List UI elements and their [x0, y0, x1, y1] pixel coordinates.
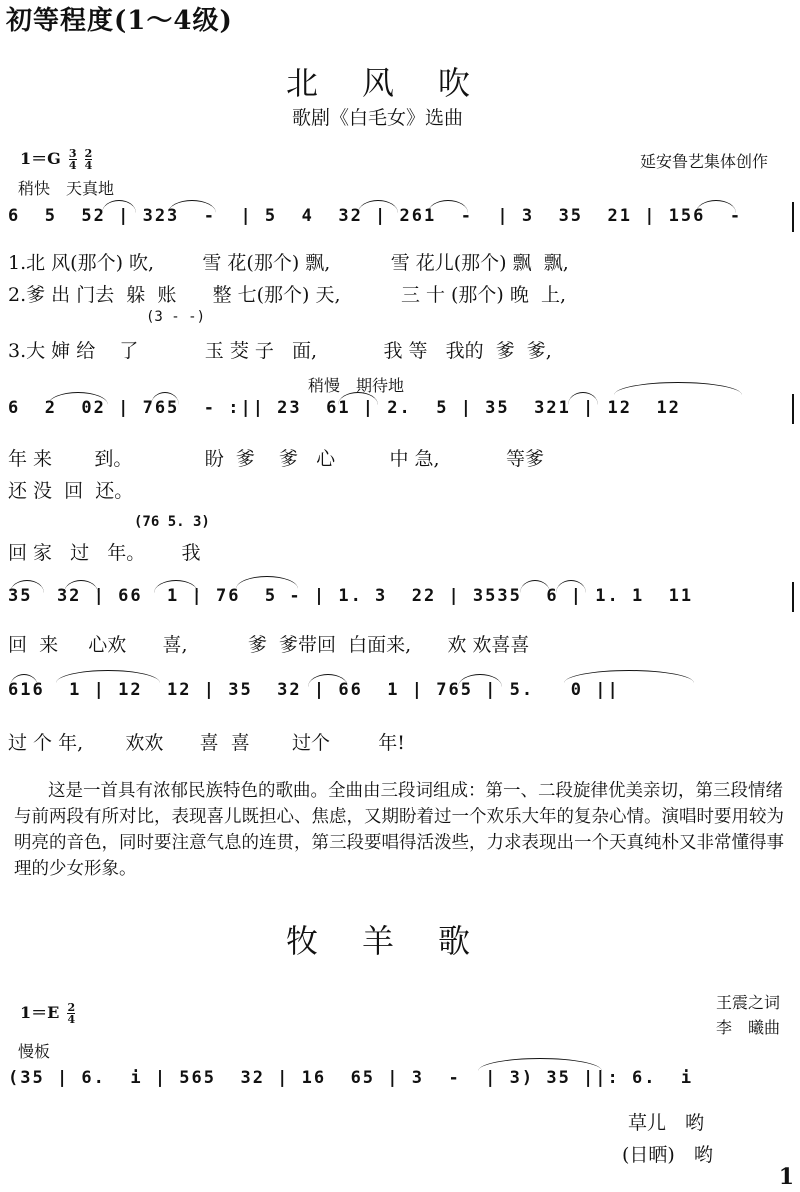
time-sig-2-4: $\frac{2}{4}$ [84, 147, 93, 172]
song2-staff-1 [8, 1062, 794, 1100]
song1-bracket-1: (3 - -) [146, 309, 206, 325]
song1-lyric-verse3-line2: 回 家 过 年。 我 [8, 542, 201, 564]
song2-title: 牧羊歌 [286, 922, 515, 960]
song2-composer: 李 曦曲 [716, 1018, 781, 1037]
song1-lyric-line3: 回 来 心欢 喜, 爹 爹带回 白面来, 欢 欢喜喜 [8, 634, 530, 656]
song1-composer: 延安鲁艺集体创作 [640, 152, 769, 171]
song1-staff-1 [8, 200, 794, 238]
song2-lyric-line1: 草儿 哟 [628, 1112, 705, 1134]
song2-lyric-line2: (日晒) 哟 [622, 1144, 713, 1166]
staff-notes: 616 1 | 12 12 | 35 32 | 66 1 | 765 | 5. 0 || [8, 680, 620, 700]
staff-notes: (35 | 6. i | 565 32 | 16 65 | 3 - | 3) 35 ||: 6. i [8, 1068, 694, 1088]
staff-notes: 6 5 52 | 323 - | 5 4 32 | 261 - | 3 35 21 | 156 - [8, 206, 743, 226]
song1-description: 这是一首具有浓郁民族特色的歌曲。全曲由三段词组成：第一、二段旋律优美亲切，第三段情绪与前两段有所对比，表现喜儿既担心、焦虑，又期盼着过一个欢乐大年的复杂心情。演唱时要用较为明亮的音色，同时要注意气息的连贯，第三段要唱得活泼些，力求表现出一个天真纯朴又非常懂得事理的少女形象。 [14, 781, 784, 879]
song1-staff-3 [8, 580, 794, 618]
song2-key-signature: 1＝E $\frac{2}{4}$ [20, 1001, 76, 1026]
page-number: 1 [778, 1164, 794, 1190]
song2-tempo: 慢板 [18, 1042, 51, 1061]
song1-staff-4 [8, 674, 794, 712]
staff-notes: 6 2 02 | 765 - :|| 23 61 | 2. 5 | 35 321 | 12 12 [8, 398, 681, 418]
song1-lyric-verse1-line2: 年 来 到。 盼 爹 爹 心 中 急, 等爹 [8, 448, 545, 470]
song1-lyric-verse1-line1: 1.北 风(那个) 吹, 雪 花(那个) 飘, 雪 花儿(那个) 飘 飘, [8, 252, 569, 274]
song1-lyric-verse3-line1: 3.大 婶 给 了 玉 茭 子 面, 我 等 我的 爹 爹, [8, 340, 552, 362]
song2-lyricist: 王震之词 [716, 993, 781, 1012]
song1-staff-2 [8, 392, 794, 430]
song1-lyric-verse2-line2: 还 没 回 还。 [8, 480, 134, 502]
song1-tempo-2: 稍慢 期待地 [308, 376, 405, 395]
song1-bracket-2: (76 5. 3) [134, 514, 210, 530]
song1-lyric-verse2-line1: 2.爹 出 门去 躲 账 整 七(那个) 天, 三 十 (那个) 晚 上, [8, 284, 567, 306]
song1-key-signature: 1＝G $\frac{3}{4}$ $\frac{2}{4}$ [20, 147, 93, 172]
time-sig-3-4: $\frac{3}{4}$ [68, 147, 77, 172]
song1-subtitle: 歌剧《白毛女》选曲 [292, 107, 464, 129]
song1-title: 北风吹 [286, 64, 515, 102]
time-sig-2-4: $\frac{2}{4}$ [67, 1001, 76, 1026]
page-header: 初等程度(1～4级) [6, 6, 233, 36]
song1-tempo: 稍快 天真地 [18, 179, 115, 198]
song1-lyric-line4: 过 个 年, 欢欢 喜 喜 过个 年! [8, 732, 405, 754]
staff-notes: 35 32 | 66 1 | 76 5 - | 1. 3 22 | 3535 6 | 1. 1 11 [8, 586, 694, 606]
